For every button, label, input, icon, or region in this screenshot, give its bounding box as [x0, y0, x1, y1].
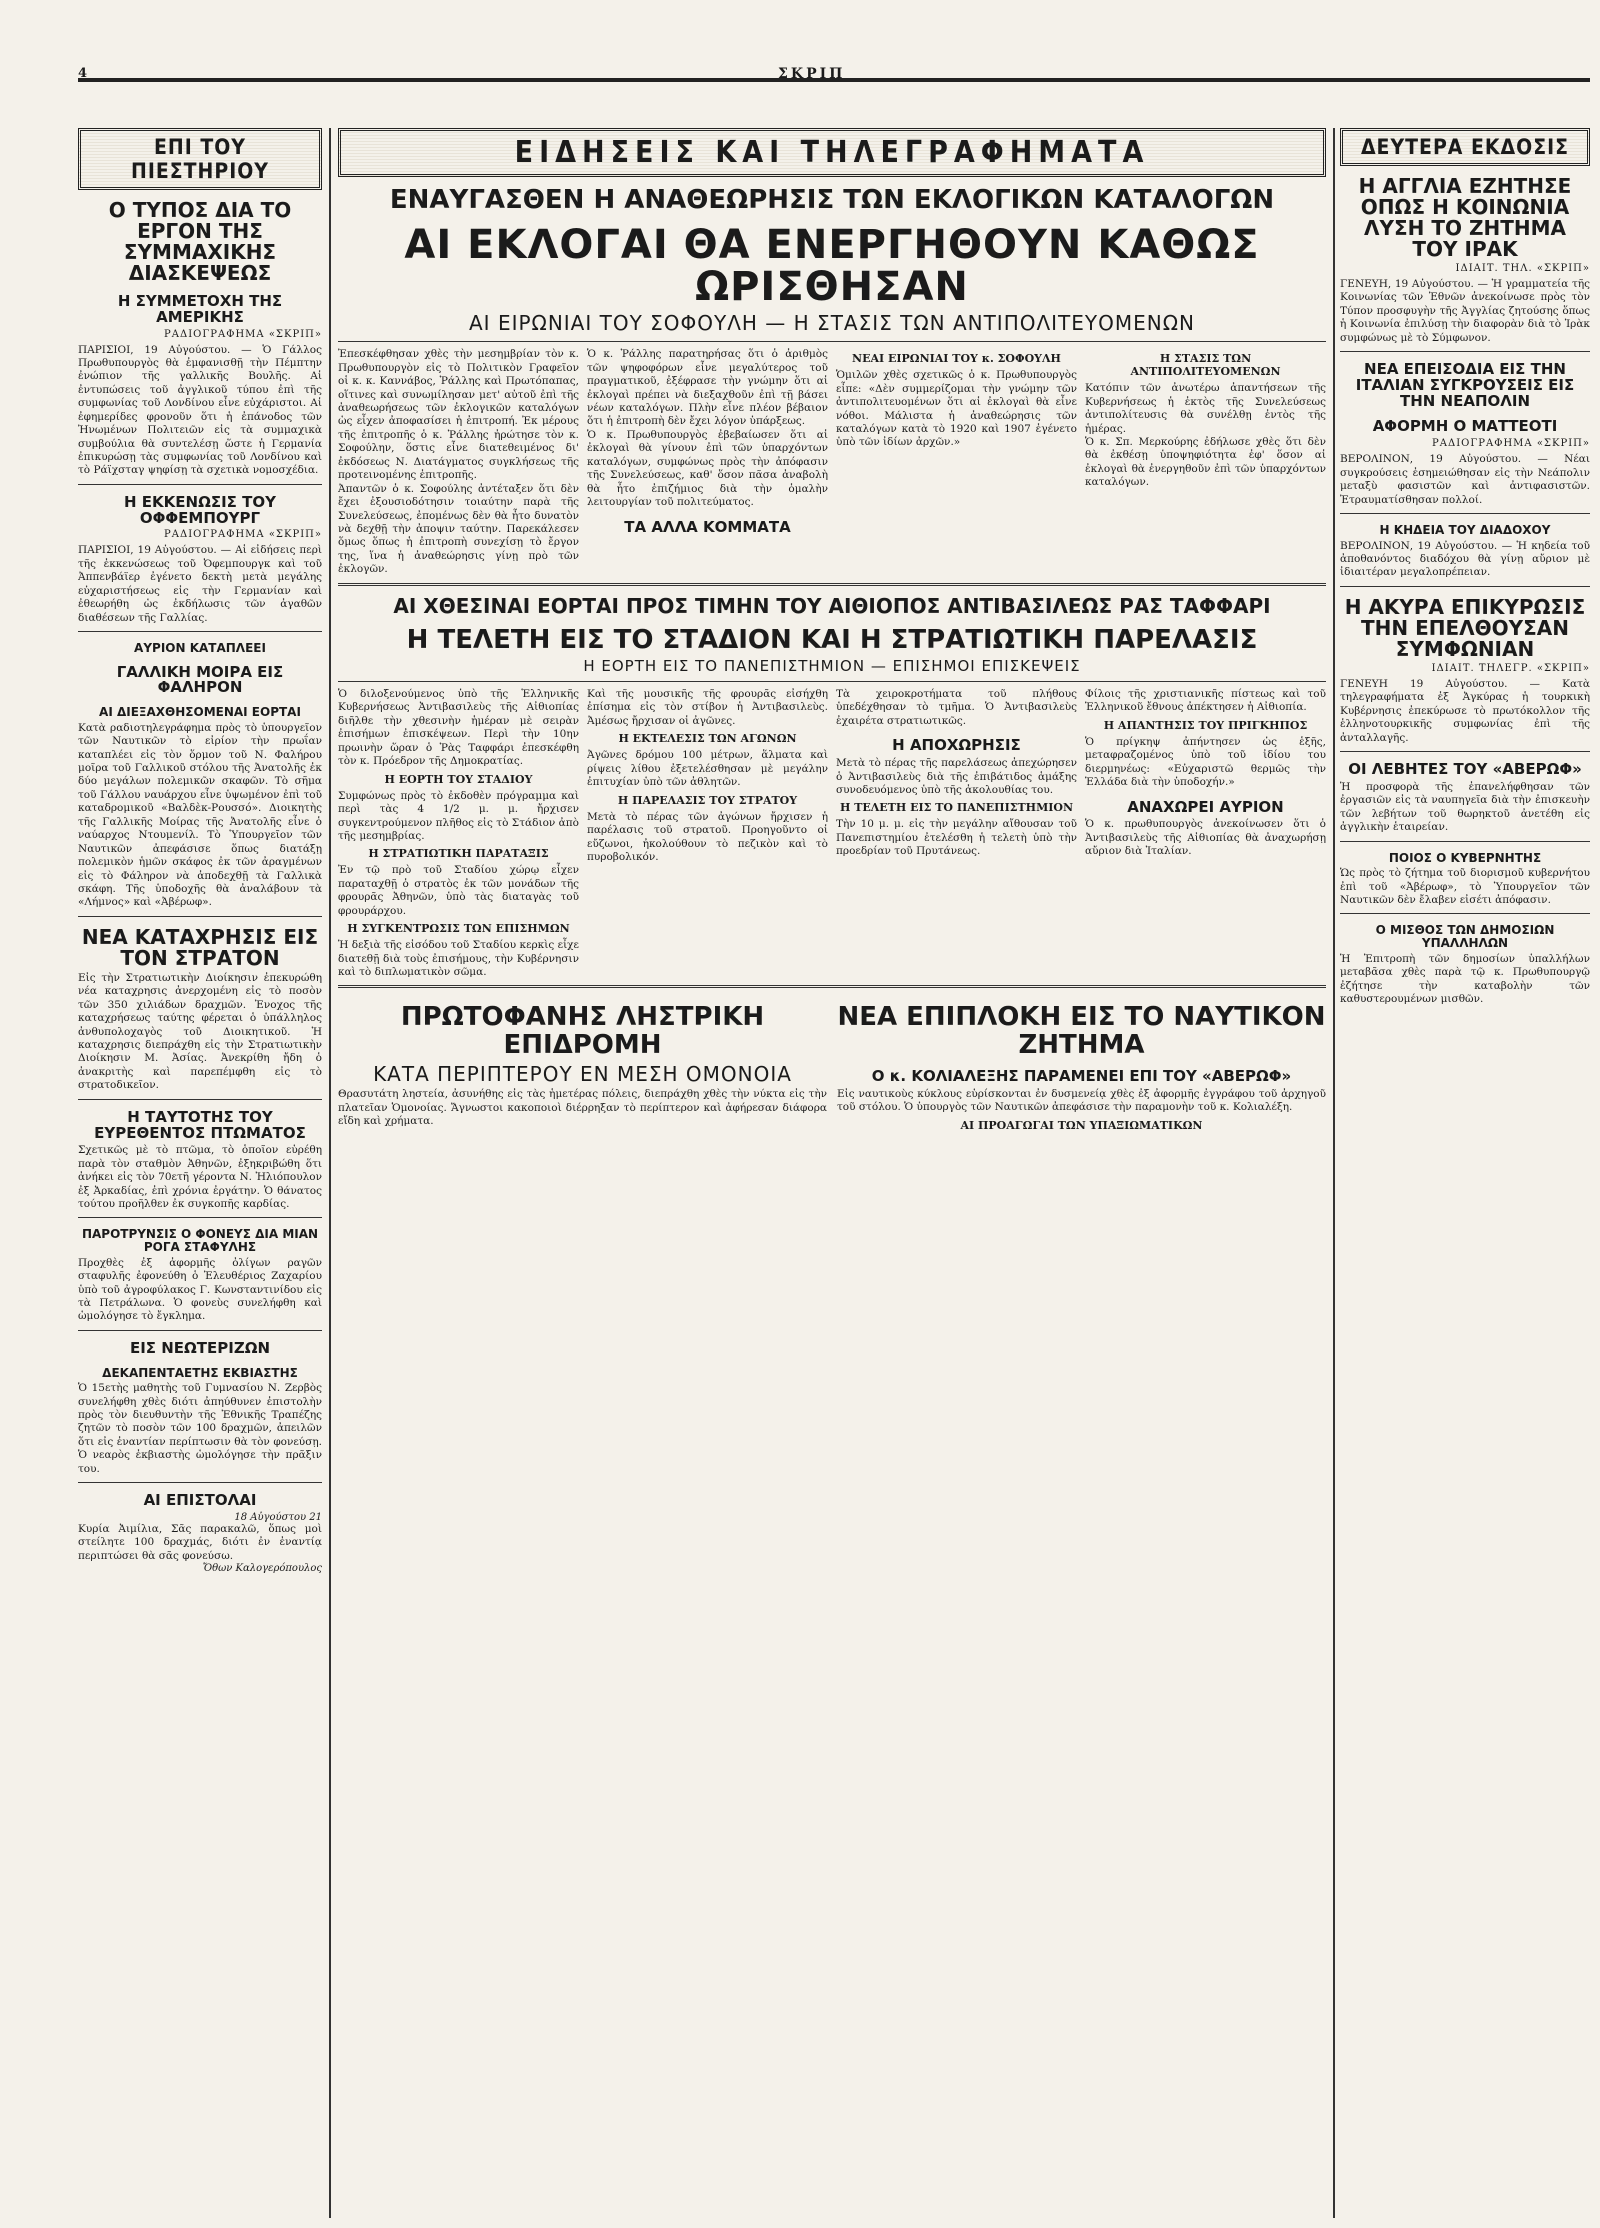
article-body: Κατόπιν τῶν ἀνωτέρω ἀπαντήσεων τῆς Κυβερνήσεως ἡ ἐκτὸς τῆς Συνελεύσεως ἀντιπολίτευσις θὰ συνέλθῃ ἐντὸς τῆς ἡμέρας.: [1085, 382, 1326, 435]
headline: Ο ΜΙΣΘΟΣ ΤΩΝ ΔΗΜΟΣΙΩΝ ΥΠΑΛΛΗΛΩΝ: [1375, 923, 1555, 951]
paper-name: ΣΚΡΙΠ: [778, 66, 846, 82]
headline: ΟΙ ΛΕΒΗΤΕΣ ΤΟΥ «ΑΒΕΡΩΦ»: [1348, 760, 1582, 779]
section-heading: Η ΣΥΓΚΕΝΤΡΩΣΙΣ ΤΩΝ ΕΠΙΣΗΜΩΝ: [347, 922, 570, 936]
section-heading: Η ΑΠΟΧΩΡΗΣΙΣ: [892, 736, 1021, 755]
headline: ΓΑΛΛΙΚΗ ΜΟΙΡΑ ΕΙΣ ΦΑΛΗΡΟΝ: [116, 662, 284, 697]
left-column: [78, 128, 322, 2218]
article-body: Ἀπαντῶν ὁ κ. Σοφούλης ἀντέταξεν ὅτι δὲν ἔχει ἐξουσιοδότησιν τοιαύτην παρὰ τῆς Συνελεύσεως, ἐπομένως δὲν θὰ ἦτο δυνατὸν νὰ δεχθῇ τὴν ἀποψιν ταύτην. Παρεκάλεσεν ὅμως ὅπως ἡ ἐπιτροπὴ συνεχίσῃ τὸ ἔργον της, ἵνα ἡ ἀναθεώρησις γίνῃ πρὸ τῶν ἐκλογῶν.: [338, 482, 579, 576]
article-body: Ὁ πρίγκηψ ἀπήντησεν ὡς ἑξῆς, μεταφραζομένος ὑπὸ τοῦ ἰδίου του διερμηνέως: «Εὐχαριστῶ θερμῶς τὴν Ἑλλάδα διὰ τὴν ὑποδοχήν.»: [1085, 735, 1326, 789]
article-body: Προχθὲς ἐξ ἀφορμῆς ὀλίγων ραγῶν σταφυλῆς ἐφονεύθη ὁ Ἐλευθέριος Ζαχαρίου ὑπὸ τοῦ ἀγροφύλακος Γ. Κωνσταντινίδου εἰς τὰ Πετράλωνα. Ὁ φονεὺς συνελήφθη καὶ ὡμολόγησε τὸ ἔγκλημα.: [78, 1256, 322, 1323]
newspaper-page: [78, 66, 1590, 2218]
column-divider: [329, 128, 331, 2218]
divider: [78, 1217, 322, 1218]
right-column: [1340, 128, 1590, 2218]
headline: ΔΕΚΑΠΕΝΤΑΕΤΗΣ ΕΚΒΙΑΣΤΗΣ: [102, 1365, 298, 1380]
article-body: Ὁ 15ετὴς μαθητὴς τοῦ Γυμνασίου Ν. Ζερβὸς συνελήφθη χθὲς διότι ἀπηύθυνεν ἐπιστολὴν πρὸς τὸν διευθυντὴν τῆς Ἐθνικῆς Τραπέζης ζητῶν τὸ ποσὸν τῶν 100 δραχμῶν, ἀπειλῶν ὅτι εἰς ἐναντίαν περίπτωσιν θὰ τὸν φονεύσῃ. Ὁ νεαρὸς ἐκβιαστὴς ὡμολόγησε τὴν πρᾶξιν του.: [78, 1382, 322, 1475]
headline: Η ΤΑΥΤΟΤΗΣ ΤΟΥ ΕΥΡΕΘΕΝΤΟΣ ΠΤΩΜΑΤΟΣ: [94, 1107, 306, 1142]
divider: [1340, 913, 1590, 914]
divider: [338, 341, 1326, 342]
subheadline: Ο κ. ΚΟΛΙΑΛΕΞΗΣ ΠΑΡΑΜΕΝΕΙ ΕΠΙ ΤΟΥ «ΑΒΕΡΩΦ»: [871, 1067, 1292, 1086]
headline: Η ΑΚΥΡΑ ΕΠΙΚΥΡΩΣΙΣ ΤΗΝ ΕΠΕΛΘΟΥΣΑΝ ΣΥΜΦΩΝΙΑΝ: [1344, 594, 1586, 661]
section-masthead-second-edition: ΔΕΥΤΕΡΑ ΕΚΔΟΣΙΣ: [1340, 128, 1590, 166]
headline: ΠΡΩΤΟΦΑΝΗΣ ΛΗΣΤΡΙΚΗ ΕΠΙΔΡΟΜΗ: [400, 1002, 765, 1060]
section-heading: ΤΑ ΑΛΛΑ ΚΟΜΜΑΤΑ: [624, 517, 791, 536]
section-heading: Η ΠΑΡΕΛΑΣΙΣ ΤΟΥ ΣΤΡΑΤΟΥ: [617, 793, 798, 807]
headline: ΑΙ ΧΘΕΣΙΝΑΙ ΕΟΡΤΑΙ ΠΡΟΣ ΤΙΜΗΝ ΤΟΥ ΑΙΘΙΟΠΟΣ ΑΝΤΙΒΑΣΙΛΕΩΣ ΡΑΣ ΤΑΦΦΑΡΙ: [393, 593, 1271, 618]
divider: [338, 583, 1326, 586]
article-body: ΠΑΡΙΣΙΟΙ, 19 Αὐγούστου. — Ὁ Γάλλος Πρωθυπουργὸς θὰ ἐμφανισθῇ τὴν Πέμπτην ἐνώπιον τῆς γαλλικῆς Βουλῆς. Αἱ ἐντυπώσεις τοῦ ἀγγλικοῦ τύπου ἐπὶ τῆς συμφωνίας τοῦ Λονδίνου εἶνε εὐχάριστοι. Αἱ ἐφημερίδες φρονοῦν ὅτι ἡ ἐπάνοδος τῶν Ἠνωμένων Πολιτειῶν εἰς τὰ συμμαχικὰ συμβούλια θὰ συντελέσῃ ὥστε ἡ Γερμανία ἐπικυρώσῃ τὰς συμφωνίας τοῦ Λονδίνου καὶ τὸ Ράϊχσταγ ψηφίσῃ τὰ σχετικὰ νομοσχέδια.: [78, 343, 322, 477]
article-body: Μετὰ τὸ πέρας τῶν ἀγώνων ἤρχισεν ἡ παρέλασις τοῦ στρατοῦ. Προηγοῦντο οἱ εὔζωνοι, ἠκολούθουν τὸ πεζικὸν καὶ τὸ πυροβολικόν.: [587, 810, 828, 863]
lead-headline: ΕΝΑΥΓΑΣΘΕΝ Η ΑΝΑΘΕΩΡΗΣΙΣ ΤΩΝ ΕΚΛΟΓΙΚΩΝ ΚΑΤΑΛΟΓΩΝ: [389, 185, 1275, 215]
section-heading: Η ΣΤΡΑΤΙΩΤΙΚΗ ΠΑΡΑΤΑΞΙΣ: [368, 847, 549, 861]
credit-line: ΡΑΔΙΟΓΡΑΦΗΜΑ «ΣΚΡΙΠ»: [1432, 438, 1590, 450]
article-body: Ὁ κ. Σπ. Μερκούρης ἐδήλωσε χθὲς ὅτι δὲν θὰ ἐκθέσῃ ὑποψηφιότητα ἐφ' ὅσον αἱ ἐκλογαὶ θὰ ἐνεργηθοῦν ἐπὶ τῶν ὑπαρχόντων καταλόγων.: [1085, 436, 1326, 489]
headline: ΑΙ ΕΠΙΣΤΟΛΑΙ: [143, 1491, 257, 1510]
section-heading: Η ΣΤΑΣΙΣ ΤΩΝ ΑΝΤΙΠΟΛΙΤΕΥΟΜΕΝΩΝ: [1130, 352, 1281, 379]
headline-banner: Η ΤΕΛΕΤΗ ΕΙΣ ΤΟ ΣΤΑΔΙΟΝ ΚΑΙ Η ΣΤΡΑΤΙΩΤΙΚΗ ΠΑΡΕΛΑΣΙΣ: [406, 624, 1258, 655]
kicker: ΑΥΡΙΟΝ ΚΑΤΑΠΛΕΕΙ: [134, 641, 266, 655]
article-body: Φίλοις τῆς χριστιανικῆς πίστεως καὶ τοῦ Ἑλληνικοῦ ἔθνους ἀπέκτησεν ἡ Αἰθιοπία.: [1085, 688, 1326, 714]
article-body: Κυρία Ἀιμίλια, Σᾶς παρακαλῶ, ὅπως μοὶ στείλητε 100 δραχμάς, διότι ἐν ἐναντίᾳ περιπτώσει θὰ σᾶς φονεύσω.: [78, 1522, 322, 1562]
article-body: Ἡ Ἐπιτροπὴ τῶν δημοσίων ὑπαλλήλων μεταβᾶσα χθὲς παρὰ τῷ κ. Πρωθυπουργῷ ἐζήτησε τὴν καταβολὴν τῶν καθυστερουμένων μισθῶν.: [1340, 952, 1590, 1005]
headline: ΝΕΑ ΕΠΕΙΣΟΔΙΑ ΕΙΣ ΤΗΝ ΙΤΑΛΙΑΝ ΣΥΓΚΡΟΥΣΕΙΣ ΕΙΣ ΤΗΝ ΝΕΑΠΟΛΙΝ: [1355, 360, 1575, 410]
section-heading: Η ΕΚΤΕΛΕΣΙΣ ΤΩΝ ΑΓΩΝΩΝ: [618, 732, 797, 746]
lead-subheadline: ΑΙ ΕΙΡΩΝΙΑΙ ΤΟΥ ΣΟΦΟΥΛΗ — Η ΣΤΑΣΙΣ ΤΩΝ ΑΝΤΙΠΟΛΙΤΕΥΟΜΕΝΩΝ: [469, 311, 1195, 336]
divider: [78, 1482, 322, 1483]
article-body: Ὁ κ. Ῥάλλης παρατηρήσας ὅτι ὁ ἀριθμὸς τῶν ψηφοφόρων εἶνε μεγαλύτερος τοῦ πραγματικοῦ, ἐξέφρασε τὴν γνώμην ὅτι αἱ ἐκλογαὶ πρέπει νὰ διεξαχθοῦν ἐπὶ τῇ βάσει νέων καταλόγων. Πλὴν εἶνε πλέον βέβαιον ὅτι ἡ ἐπιτροπὴ δὲν ἔχει λόγον ὑπάρξεως.: [587, 348, 828, 428]
section-heading: Η ΑΠΑΝΤΗΣΙΣ ΤΟΥ ΠΡΙΓΚΗΠΟΣ: [1103, 718, 1308, 732]
article-body: ΒΕΡΟΛΙΝΟΝ, 19 Αὐγούστου. — Νέαι συγκρούσεις ἐσημειώθησαν εἰς τὴν Νεάπολιν μεταξὺ φασιστῶν καὶ ἀντιφασιστῶν. Ἐτραυματίσθησαν πολλοί.: [1340, 453, 1590, 506]
article-body: Τὴν 10 μ. μ. εἰς τὴν μεγάλην αἴθουσαν τοῦ Πανεπιστημίου ἐτελέσθη ἡ τελετὴ ὑπὸ τὴν προεδρίαν τοῦ Πρυτάνεως.: [836, 818, 1077, 858]
article-body: Ἐν τῷ πρὸ τοῦ Σταδίου χώρῳ εἶχεν παραταχθῇ ὁ στρατὸς ἐκ τῶν μονάδων τῆς φρουρᾶς Ἀθηνῶν, ὑπὸ τὰς διαταγὰς τοῦ φρουράρχου.: [338, 864, 579, 917]
article-body: ΓΕΝΕΥΗ 19 Αὐγούστου. — Κατὰ τηλεγραφήματα ἐξ Ἀγκύρας ἡ τουρκικὴ Κυβέρνησις ἐπεκύρωσε τὸ πρωτόκολλον τῆς ἑλληνοτουρκικῆς συμφωνίας ἐπὶ τῆς ἀνταλλαγῆς.: [1340, 677, 1590, 744]
article-body: Εἰς ναυτικοὺς κύκλους εὑρίσκονται ἐν δυσμενείᾳ χθὲς ἐξ ἀφορμῆς ἐγγράφου τοῦ ἀρχηγοῦ τοῦ στόλου. Ὁ ὑπουργὸς τῶν Ναυτικῶν ἀπεφάσισε τὴν παραμονὴν τοῦ κ. Κολιαλέξη.: [837, 1087, 1326, 1114]
section-heading: ΑΙ ΠΡΟΑΓΩΓΑΙ ΤΩΝ ΥΠΑΞΙΩΜΑΤΙΚΩΝ: [960, 1118, 1203, 1132]
headline: Η ΚΗΔΕΙΑ ΤΟΥ ΔΙΑΔΟΧΟΥ: [1379, 522, 1551, 537]
divider: [338, 985, 1326, 988]
subheadline: ΑΦΟΡΜΗ Ο ΜΑΤΤΕΟΤΙ: [1372, 417, 1558, 436]
article-body: Κατὰ ραδιοτηλεγράφημα πρὸς τὸ ὑπουργεῖον τῶν Ναυτικῶν τὸ εἰρίον τὴν πρωΐαν καταπλέει εἰς τὸν ὅρμον τοῦ Ν. Φαλήρου μοῖρα τοῦ Γαλλικοῦ στόλου τῆς Ἀνατολῆς ἐκ δύο μεγάλων πολεμικῶν σκαφῶν. Τὸ σῆμα τοῦ Γάλλου ναυάρχου εἶνε ὑψωμένον ἐπὶ τοῦ καταδρομικοῦ «Βαλδὲκ-Ρουσσό». Διοικητὴς τῆς Γαλλικῆς Μοίρας τῆς Ἀνατολῆς εἶνε ὁ ναύαρχος Ντουμενίλ. Τὸ Ὑπουργεῖον τῶν Ναυτικῶν ἀπεφάσισε ὅπως διατάξῃ πολεμικὸν ἡμῶν σκάφος ἐκ τῶν ἀραγμένων εἰς τὸ Φάληρον νὰ ἀποδεχθῇ τὰ Γαλλικὰ σκάφη. Τῆς ὑποδοχῆς θὰ ἀναλάβουν τὰ «Λήμνος» καὶ «Ἀβέρωφ».: [78, 721, 322, 909]
article-body: Σχετικῶς μὲ τὸ πτῶμα, τὸ ὁποῖον εὑρέθη παρὰ τὸν σταθμὸν Ἀθηνῶν, ἐξηκριβώθη ὅτι ἀνήκει εἰς τὸν 70ετῆ γέροντα Ν. Ἠλιόπουλον ἐξ Ἀρκαδίας, ἐπὶ χρόνια ἐργάτην. Ὁ θάνατος τούτου προῆλθεν ἐκ συγκοπῆς καρδίας.: [78, 1144, 322, 1210]
credit-line: ΡΑΔΙΟΓΡΑΦΗΜΑ «ΣΚΡΙΠ»: [164, 328, 322, 340]
column-divider: [1333, 128, 1335, 2218]
credit-line: ΙΔΙΑΙΤ. ΤΗΛ. «ΣΚΡΙΠ»: [1455, 263, 1590, 274]
article-body: Συμφώνως πρὸς τὸ ἐκδοθὲν πρόγραμμα καὶ περὶ τὰς 4 1/2 μ. μ. ἤρχισεν συγκεντρούμενον πλῆθος εἰς τὸ Στάδιον ἀπὸ τῆς μεσημβρίας.: [338, 789, 579, 842]
headline: Η ΑΓΓΛΙΑ ΕΖΗΤΗΣΕ ΟΠΩΣ Η ΚΟΙΝΩΝΙΑ ΛΥΣΗ ΤΟ ΖΗΤΗΜΑ ΤΟΥ ΙΡΑΚ: [1358, 174, 1572, 261]
page-number: 4: [78, 66, 88, 81]
section-masthead-press: ΕΠΙ ΤΟΥ ΠΙΕΣΤΗΡΙΟΥ: [78, 128, 322, 190]
section-masthead-news: ΕΙΔΗΣΕΙΣ ΚΑΙ ΤΗΛΕΓΡΑΦΗΜΑΤΑ: [338, 128, 1326, 177]
credit-line: ΡΑΔΙΟΓΡΑΦΗΜΑ «ΣΚΡΙΠ»: [164, 529, 322, 541]
letter-date: 18 Αὐγούστου 21: [234, 1511, 322, 1523]
divider: [338, 681, 1326, 682]
article-body: Ἀγῶνες δρόμου 100 μέτρων, ἅλματα καὶ ρίψεις λίθου ἐξετελέσθησαν μὲ μεγάλην ἐπιτυχίαν ὑπὸ τῶν ἀθλητῶν.: [587, 749, 828, 789]
section-heading: ΝΕΑΙ ΕΙΡΩΝΙΑΙ ΤΟΥ κ. ΣΟΦΟΥΛΗ: [852, 352, 1061, 366]
headline: ΠΑΡΟΤΡΥΝΣΙΣ Ο ΦΟΝΕΥΣ ΔΙΑ ΜΙΑΝ ΡΟΓΑ ΣΤΑΦΥΛΗΣ: [81, 1227, 319, 1255]
subheadline: Η ΕΟΡΤΗ ΕΙΣ ΤΟ ΠΑΝΕΠΙΣΤΗΜΙΟΝ — ΕΠΙΣΗΜΟΙ ΕΠΙΣΚΕΨΕΙΣ: [583, 657, 1081, 676]
divider: [1340, 751, 1590, 752]
article-body: Ὁ διλοξενούμενος ὑπὸ τῆς Ἑλληνικῆς Κυβερνήσεως Ἀντιβασιλεὺς τῆς Αἰθιοπίας διῆλθε τὴν χθεσινὴν ἡμέραν μὲ σειρὰν ἐπισήμων ἐπισκέψεων. Περὶ τὴν 10ην πρωινὴν ὥραν ὁ Ῥὰς Ταφφάρι ἐπεσκέφθη τὸν κ. Πρόεδρον τῆς Δημοκρατίας.: [338, 688, 579, 768]
subheadline: Η ΣΥΜΜΕΤΟΧΗ ΤΗΣ ΑΜΕΡΙΚΗΣ: [117, 292, 283, 326]
article-body: Ὁ κ. Πρωθυπουργὸς ἐβεβαίωσεν ὅτι αἱ ἐκλογαὶ θὰ γίνουν ἐπὶ τῶν ὑπαρχόντων καταλόγων, συμφώνως πρὸς τὴν ἀπόφασιν τῆς Συνελεύσεως, καθ' ὅσον πᾶσα ἀναβολὴ θὰ ἦτο ἐπιζήμιος διὰ τὴν ὁμαλὴν λειτουργίαν τοῦ πολιτεύματος.: [587, 428, 828, 509]
headline: ΝΕΑ ΚΑΤΑΧΡΗΣΙΣ ΕΙΣ ΤΟΝ ΣΤΡΑΤΟΝ: [81, 924, 319, 970]
article-body: Εἰς τὴν Στρατιωτικὴν Διοίκησιν ἐπεκυρώθη νέα καταχρησις ἀνερχομένη εἰς τὸ ποσὸν τῶν 350 χιλιάδων δραχμῶν. Ἐνοχος τῆς καταχρήσεως ταύτης φέρεται ὁ ὑπάλληλος ἀνθυπολοχαγὸς τοῦ Διοικητικοῦ. Ἡ καταχρησις διεπράχθη εἰς τὴν Στρατιωτικὴν Διοίκησιν Μ. Ἀσίας. Ἀνεκρίθη ἤδη ὁ ἀνακριτὴς καὶ παρεπέμφθη εἰς τὸ στρατοδικεῖον.: [78, 971, 322, 1092]
headline: Η ΕΚΚΕΝΩΣΙΣ ΤΟΥ ΟΦΦΕΜΠΟΥΡΓ: [124, 492, 276, 527]
divider: [1340, 841, 1590, 842]
article-body: Μετὰ τὸ πέρας τῆς παρελάσεως ἀπεχώρησεν ὁ Ἀντιβασιλεὺς διὰ τῆς ἐπιβάτιδος ἁμάξης συνοδευόμενος ὑπὸ τῆς ἀκολουθίας του.: [836, 757, 1077, 796]
lead-banner: ΑΙ ΕΚΛΟΓΑΙ ΘΑ ΕΝΕΡΓΗΘΟΥΝ ΚΑΘΩΣ ΩΡΙΣΘΗΣΑΝ: [404, 222, 1260, 311]
article-body: Ὡς πρὸς τὸ ζήτημα τοῦ διορισμοῦ κυβερνήτου ἐπὶ τοῦ «Ἀβέρωφ», τὸ Ὑπουργεῖον τῶν Ναυτικῶν δὲν ἔλαβεν εἰσέτι ἀπόφασιν.: [1340, 867, 1590, 906]
divider: [1340, 351, 1590, 352]
lead-story-columns: [338, 348, 1326, 576]
divider: [78, 631, 322, 632]
article-body: Ὁμιλῶν χθὲς σχετικῶς ὁ κ. Πρωθυπουργὸς εἶπε: «Δὲν συμμερίζομαι τὴν γνώμην τῶν ἀντιπολιτευομένων ὅτι αἱ ἐκλογαὶ θὰ εἶνε νόθοι. Μάλιστα ἡ ἀναθεώρησις τῶν καταλόγων κατὰ τὸ 1920 καὶ 1907 ἐγένετο ὑπὸ τῶν ἰδίων ἀρχῶν.»: [836, 369, 1077, 449]
ceremony-story-columns: [338, 688, 1326, 979]
article-body: ΠΑΡΙΣΙΟΙ, 19 Αὐγούστου. — Αἱ εἰδήσεις περὶ τῆς ἐκκενώσεως τοῦ Ὀφεμπουργκ καὶ τοῦ Ἀππενβάϊερ ἐγένετο δεκτὴ μετὰ μεγάλης εὐχαριστήσεως εἰς τὴν Γερμανίαν καὶ ἐθεωρήθη ὡς ἐκδήλωσις τῶν ἀγαθῶν διαθέσεων τῆς Γαλλίας.: [78, 544, 322, 624]
bottom-stories: [338, 994, 1326, 1135]
headline: ΠΟΙΟΣ Ο ΚΥΒΕΡΝΗΤΗΣ: [1388, 850, 1542, 865]
headline: Ο ΤΥΠΟΣ ΔΙΑ ΤΟ ΕΡΓΟΝ ΤΗΣ ΣΥΜΜΑΧΙΚΗΣ ΔΙΑΣΚΕΨΕΩΣ: [108, 198, 292, 285]
divider: [1340, 586, 1590, 587]
section-heading: Η ΕΟΡΤΗ ΤΟΥ ΣΤΑΔΙΟΥ: [384, 772, 533, 786]
article-body: ΒΕΡΟΛΙΝΟΝ, 19 Αὐγούστου. — Ἡ κηδεία τοῦ ἀποθανόντος διαδόχου θὰ γίνῃ αὔριον μὲ ἰδιαιτέραν μεγαλοπρέπειαν.: [1340, 539, 1590, 579]
article-body: Ὁ κ. πρωθυπουργὸς ἀνεκοίνωσεν ὅτι ὁ Ἀντιβασιλεὺς τῆς Αἰθιοπίας θὰ ἀναχωρήσῃ αὔριον διὰ Ἰταλίαν.: [1085, 818, 1326, 858]
divider: [78, 484, 322, 485]
article-body: ΓΕΝΕΥΗ, 19 Αὐγούστου. — Ἡ γραμματεία τῆς Κοινωνίας τῶν Ἐθνῶν ἀνεκοίνωσε πρὸς τὸν Τύπον προσφυγὴν τῆς Ἀγγλίας ζητούσης ὅπως ἡ Κοινωνία ἐπιλύσῃ τὴν διαφορὰν διὰ τὸ Ἰρὰκ συμφώνως μὲ τὸ Σύμφωνον.: [1340, 278, 1590, 344]
article-body: Θρασυτάτη ληστεία, ἀσυνήθης εἰς τὰς ἡμετέρας πόλεις, διεπράχθη χθὲς τὴν νύκτα εἰς τὴν πλατεῖαν Ὁμονοίας. Ἄγνωστοι κακοποιοὶ διέρρηξαν τὸ περίπτερον καὶ ἀφήρεσαν διάφορα εἴδη καὶ χρήματα.: [338, 1088, 827, 1127]
subheadline: ΚΑΤΑ ΠΕΡΙΠΤΕΡΟΥ ΕΝ ΜΕΣΗ ΟΜΟΝΟΙΑ: [373, 1062, 792, 1087]
article-body: Καὶ τῆς μουσικῆς τῆς φρουρᾶς εἰσήχθη ἐπίσημα εἰς τὸν στίβον ἡ Ἀντιβασιλεὺς. Ἀμέσως ἤρχισαν οἱ ἀγῶνες.: [587, 688, 828, 727]
kicker: ΕΙΣ ΝΕΩΤΕΡΙΖΩΝ: [129, 1338, 271, 1357]
divider: [78, 1099, 322, 1100]
credit-line: ΙΔΙΑΙΤ. ΤΗΛΕΓΡ. «ΣΚΡΙΠ»: [1431, 662, 1590, 674]
article-body: Ἡ προσφορὰ τῆς ἐπανελήφθησαν τῶν ἐργασιῶν εἰς τὰ ναυπηγεῖα διὰ τὴν ἐπισκευὴν τῶν λεβήτων τοῦ θωρηκτοῦ ἀνετέθη εἰς ἀγγλικὴν ἑταιρείαν.: [1340, 780, 1590, 834]
headline: ΝΕΑ ΕΠΙΠΛΟΚΗ ΕΙΣ ΤΟ ΝΑΥΤΙΚΟΝ ΖΗΤΗΜΑ: [837, 1002, 1326, 1060]
article-body: Ἐπεσκέφθησαν χθὲς τὴν μεσημβρίαν τὸν κ. Πρωθυπουργὸν εἰς τὸ Πολιτικὸν Γραφεῖον οἱ κ. κ. Καννάβος, Ῥάλλης καὶ Πρωτόπαπας, οἵτινες καὶ συνωμίλησαν μετ' αὐτοῦ ἐπὶ τῆς ἀναθεωρήσεως τῶν ἐκλογικῶν καταλόγων ὡς εἶχεν ἀποφασίσει ἡ ἐπιτροπή. Ἐκ μέρους τῆς ἐπιτροπῆς ὁ κ. Ῥάλλης ἠρώτησε τὸν κ. Σοφούλην, ὅστις εἶνε διατεθειμένος δι' ἐκδόσεως Ν. Διατάγματος συγκλήσεως τῆς προτεινομένης ἐπιτροπῆς.: [338, 348, 579, 482]
divider: [1340, 513, 1590, 514]
article-body: Τὰ χειροκροτήματα τοῦ πλήθους ὑπεδέχθησαν τὸ τμῆμα. Ὁ Ἀντιβασιλεὺς ἐχαιρέτα στρατιωτικῶς.: [836, 688, 1077, 727]
divider: [78, 1330, 322, 1331]
section-heading: Η ΤΕΛΕΤΗ ΕΙΣ ΤΟ ΠΑΝΕΠΙΣΤΗΜΙΟΝ: [839, 801, 1074, 815]
center-column: [338, 128, 1326, 2218]
divider: [78, 916, 322, 917]
letter-signature: Ὄθων Καλογερόπουλος: [202, 1563, 322, 1575]
subheadline: ΑΙ ΔΙΕΞΑΧΘΗΣΟΜΕΝΑΙ ΕΟΡΤΑΙ: [99, 705, 301, 720]
article-body: Ἡ δεξιὰ τῆς εἰσόδου τοῦ Σταδίου κερκὶς εἶχε διατεθῇ διὰ τοὺς ἐπισήμους, τὴν Κυβέρνησιν καὶ τὸ διπλωματικὸν σῶμα.: [338, 939, 579, 979]
section-heading: ΑΝΑΧΩΡΕΙ ΑΥΡΙΟΝ: [1127, 797, 1284, 816]
